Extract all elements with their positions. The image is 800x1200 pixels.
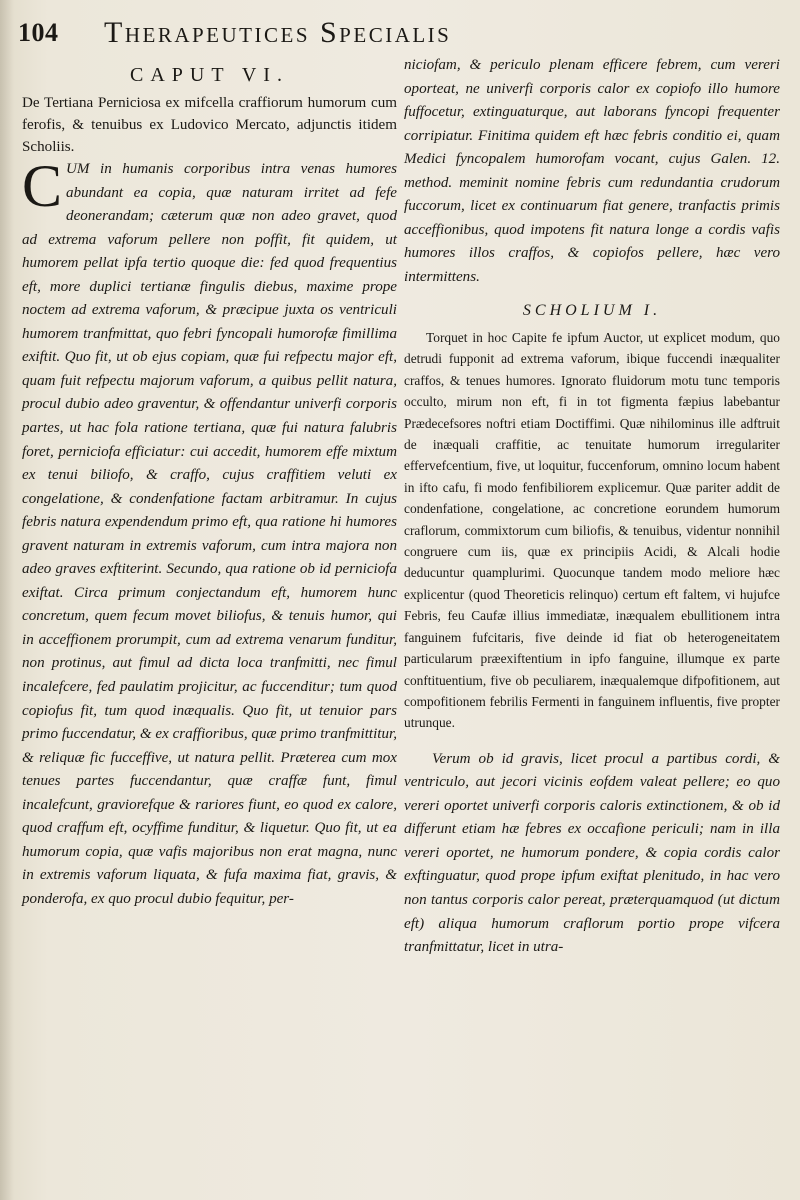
chapter-body-after-scholium: Verum ob id gravis, licet procul a partibus cordi, & ventriculo, aut jecori vicinis eofdem valeat pellere; eo quo vereri oportet univerfi corporis caloris extinctionem, & ob id differunt etiam hæ febres ex occafione periculi; nam in illa vereri oportet, ne humorum pondere, & copia cordis calor exftinguatur, quod prope ipfum exiftat plenitudo, in hac vero non tantus corporis calor pereat, præterquamquod (ut dictum eft) aliqua humorum craflorum portio prope vifcera tranfmittatur, licet in utra- <box>404 750 780 956</box>
page-header <box>18 14 780 48</box>
gutter-shadow <box>0 0 14 1200</box>
page-number: 104 <box>18 18 59 47</box>
drop-cap: C <box>22 153 63 219</box>
left-column <box>22 60 397 912</box>
right-column <box>404 54 780 960</box>
chapter-body-text: UM in humanis corporibus intra venas humores abundant ea copia, quæ naturam irritet ad fefe deonerandam; cæterum quæ non adeo gravet, quod ad extrema vaforum pellere non poffit, fit quidem, ut humorem pellat ipfa tertio quoque die: fed quod frequentius eft, more duplici tertianæ fingulis diebus, maxime prope noctem ad extrema vaforum, & præcipue juxta os ventriculi humorem tranfmittat, quo febri fyncopali humorofæ fimillima exiftit. Quo fit, ut ob ejus copiam, quæ fui refpectu major eft, quam fuit refpectu majorum vaforum, a quibus pellit natura, procul dubio adeo graventur, & offendantur univerfi corporis partes, ut hac fola ratione tertiana, quæ fui natura falubris foret, perniciofa efficiatur: cui accedit, humorem effe mixtum ex tenui biliofo, & craffo, cujus craffitiem veluti ex congelatione, & condenfatione factam arbitramur. In cujus febris natura expendendum primo eft, qua ratione hi humores gravent naturam in extremis vaforum, cum intra majora non adeo graves exftiterint. Secundo, qua ratione ob id perniciofa exiftat. Circa primum conjectandum eft, humorem hunc concretum, quem fecum movet biliofus, & tenuis humor, qui in acceffionem prorumpit, cum ad extrema venarum funditur, non protinus, aut fimul ad dicta loca tranfmitti, nec fimul incalefcere, fed paulatim projicitur, ac fuccenditur; tum quod copiofus fit, tum quod inæqualis. Quo fit, ut tenuior pars primo fuccendatur, & ex craffioribus, quæ primo tranfmittitur, & reliquæ fic fucceffive, ut natura pellit. Præterea cum mox tenues partes fuccendantur, quæ craffæ funt, fimul incalefcunt, graviorefque & rariores fiunt, eo quod ex calore, quod craffum eft, ocyffime funditur, & liquetur. Quo fit, ut ea humorum copia, quæ vafis majoribus non erat magna, nunc in extremis vaforum liquata, & fufa maxima fiat, gravis, & ponderofa, ex quo procul dubio fequitur, per- <box>22 161 397 907</box>
running-head: Therapeutices Specialis <box>104 16 452 49</box>
scholium-title: SCHOLIUM I. <box>522 302 662 320</box>
chapter-summary: De Tertiana Perniciosa ex mifcella craffiorum humorum cum ferofis, & tenuibus ex Ludovico Mercato, adjunctis itidem Scholiis. <box>22 95 397 155</box>
scholium-text: Torquet in hoc Capite fe ipfum Auctor, ut explicet modum, quo detrudi fupponit ad extrema vaforum, ibique fuccendi inæqualiter craffos, & tenues humores. Ignorato fluidorum motu tunc temporis occulto, mirum non eft, fi in tot figmenta fæpius labebantur Prædecefsores noftri etiam Doctiffimi. Quæ nihilominus ille adftruit de inæquali craffitie, ac tenuitate humorum irregulariter effervefcentium, five, ut loquitur, fuccenforum, omnino locum habent in ifto cafu, fi modo fenfibiliorem explicemur. Quæ pariter addit de condenfatione, congelatione, ac concretione eorundem humorum craflorum, commixtorum cum biliofis, & tenuibus, videntur nonnihil congruere cum iis, quæ ex principiis Acidi, & Alcali hodie deducuntur quamplurimi. Quocunque tandem modo meliore hæc explicentur (quod Theoreticis relinquo) certum eft faltem, vi hujufce Febris, feu Caufæ illius immediatæ, inæqualem ebullitionem intra fanguinem fufcitaris, five deinde id fiat ob heterogeneitatem particularum præexiftentium in ipfo fanguine, illumque ex parte conftituentium, five ob peculiarem, inæqualemque difpofitionem, aut compofitionem febrilis Fermenti in fanguinem influentis, five propter utrunque. <box>404 330 780 731</box>
chapter-body <box>22 153 397 912</box>
chapter-body-continued: niciofam, & periculo plenam efficere febrem, cum vereri oporteat, ne univerfi corporis calor ex copiofo illo humore fuffocetur, extinguaturque, aut laborans fyncopi frequenter corripiatur. Finitima quidem eft hæc febris conditio ei, quam Medici fyncopalem humorofam vocant, cujus Galen. 12. method. meminit nomine febris cum redundantia crudorum fuccorum, licet ex continuarum fiat genere, tranfactis primis acceffionibus, quod impotens fit natura longe a cordis vafis humores illos craffos, & copiofos pellere, hæc vero intermittens. <box>404 57 780 285</box>
chapter-title: CAPUT VI. <box>130 64 289 86</box>
